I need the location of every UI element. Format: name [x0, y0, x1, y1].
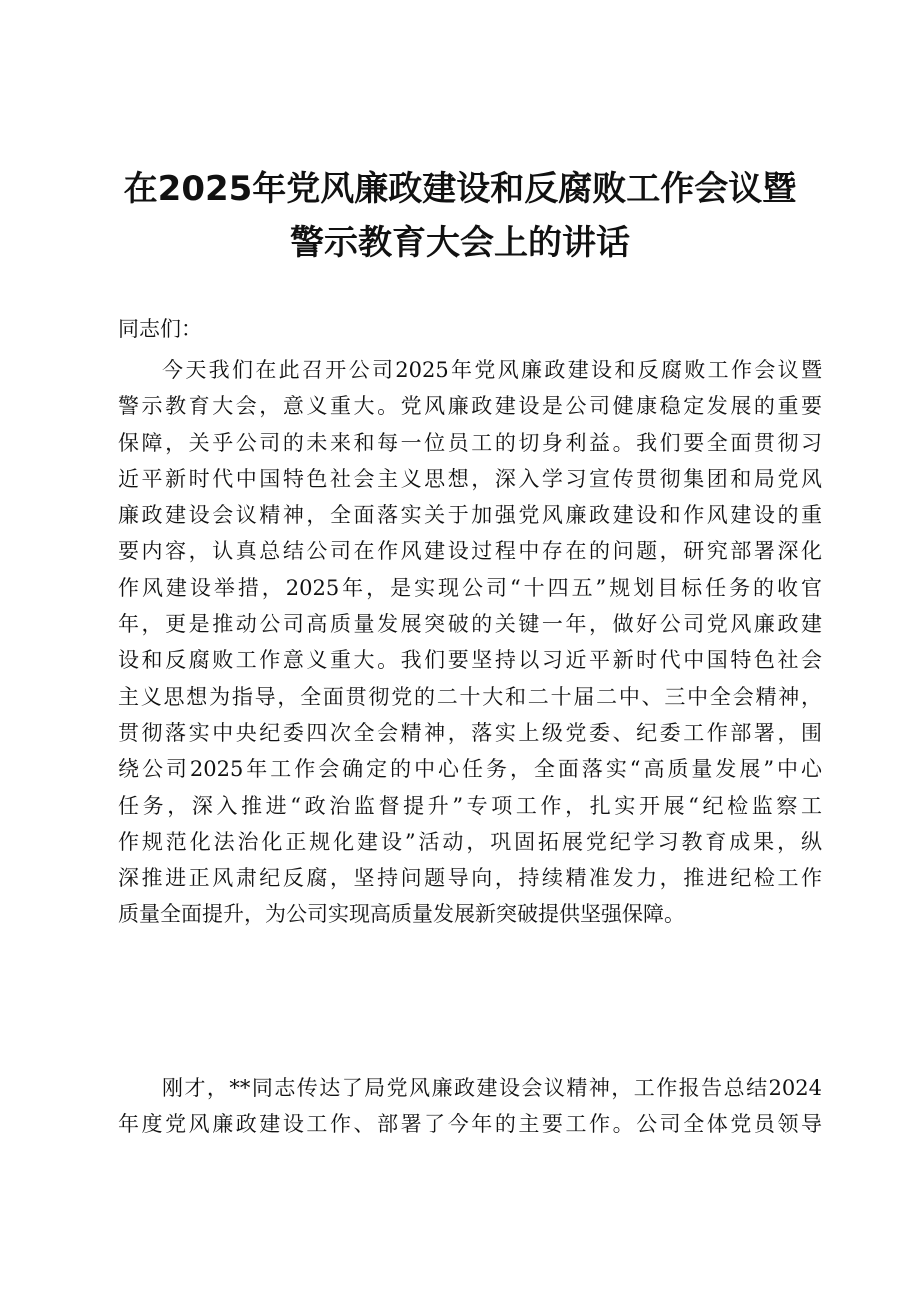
paragraph-line: 质量全面提升，为公司实现高质量发展新突破提供坚强保障。 [118, 902, 685, 927]
salutation: 同志们： [118, 317, 202, 341]
document-title-line-1: 在2025年党风廉政建设和反腐败工作会议暨 [123, 169, 797, 209]
document-title-line-2: 警示教育大会上的讲话 [290, 223, 630, 263]
paragraph-line: 作风建设举措，2025年，是实现公司“十四五”规划目标任务的收官 [118, 575, 822, 600]
paragraph-line: 今天我们在此召开公司2025年党风廉政建设和反腐败工作会议暨 [162, 358, 822, 382]
paragraph-line: 作规范化法治化正规化建设”活动，巩固拓展党纪学习教育成果，纵 [118, 829, 822, 854]
paragraph-line: 绕公司2025年工作会确定的中心任务，全面落实“高质量发展”中心 [118, 757, 822, 782]
paragraph-2 [118, 1070, 822, 1143]
paragraph-line: 要内容，认真总结公司在作风建设过程中存在的问题，研究部署深化 [118, 539, 822, 564]
paragraph-line: 廉政建设会议精神，全面落实关于加强党风廉政建设和作风建设的重 [118, 503, 822, 528]
paragraph-line: 刚才，**同志传达了局党风廉政建设会议精神，工作报告总结2024 [162, 1076, 822, 1100]
paragraph-line: 年度党风廉政建设工作、部署了今年的主要工作。公司全体党员领导 [118, 1112, 822, 1137]
paragraph-line: 警示教育大会，意义重大。党风廉政建设是公司健康稳定发展的重要 [118, 394, 822, 419]
paragraph-line: 年，更是推动公司高质量发展突破的关键一年，做好公司党风廉政建 [118, 612, 822, 637]
paragraph-1 [118, 352, 822, 933]
paragraph-line: 贯彻落实中央纪委四次全会精神，落实上级党委、纪委工作部署，围 [118, 720, 822, 745]
paragraph-line: 主义思想为指导，全面贯彻党的二十大和二十届二中、三中全会精神， [118, 684, 822, 709]
paragraph-line: 任务，深入推进“政治监督提升”专项工作，扎实开展“纪检监察工 [118, 793, 822, 818]
paragraph-line: 近平新时代中国特色社会主义思想，深入学习宣传贯彻集团和局党风 [118, 466, 822, 491]
paragraph-line: 深推进正风肃纪反腐，坚持问题导向，持续精准发力，推进纪检工作 [118, 866, 822, 891]
paragraph-line: 保障，关乎公司的未来和每一位员工的切身利益。我们要全面贯彻习 [118, 430, 822, 455]
paragraph-line: 设和反腐败工作意义重大。我们要坚持以习近平新时代中国特色社会 [118, 648, 822, 673]
